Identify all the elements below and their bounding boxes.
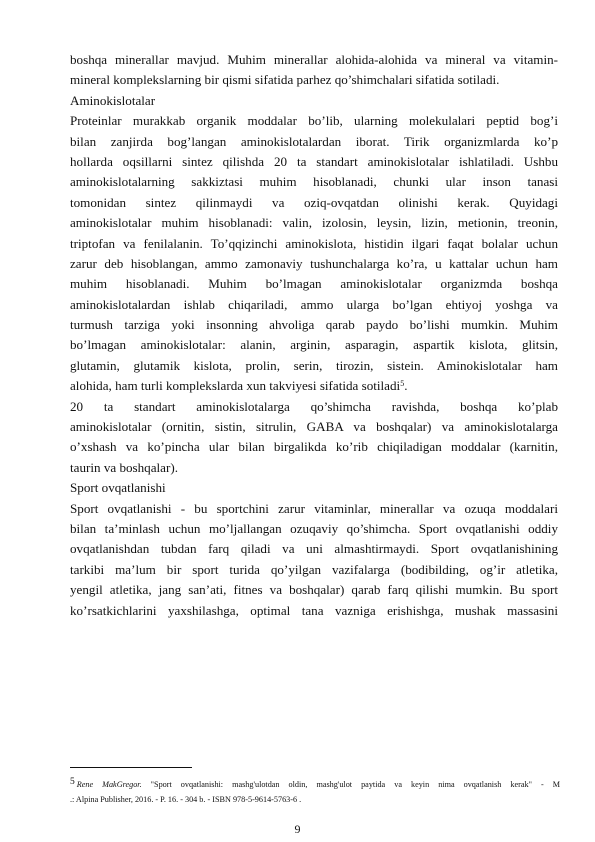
text-line-content: aminokislotalarning sakkiztasi muhim hisoblanadi, chunki ular inson tanasi [70, 174, 558, 190]
text-line [70, 437, 558, 457]
text-line [70, 356, 558, 376]
text-line [70, 580, 558, 600]
text-line-content: bilan zanjirda bog’langan aminokislotalardan iborat. Tirik organizmlarda ko’p [70, 133, 558, 149]
text-line-content: aminokislotalardan ishlab chiqariladi, ammo ularga bo’lgan ehtiyoj yoshga va [70, 296, 558, 312]
text-line [70, 417, 558, 437]
text-line [70, 499, 558, 519]
text-line [70, 335, 558, 355]
text-line-content: bilan ta’minlash uchun mo’ljallangan ozuqaviy qo’shimcha. Sport ovqatlanishi oddiy [70, 520, 558, 536]
text-line [70, 376, 558, 396]
text-line-content: muhim hisoblanadi. Muhim bo’lmagan aminokislotalar organizmda boshqa [70, 276, 558, 292]
document-body [70, 50, 558, 621]
text-line-content: 20 ta standart aminokislotalarga qo’shimcha ravishda, boshqa ko’plab [70, 398, 558, 414]
text-line [70, 172, 558, 192]
text-line-content: Aminokislotalar [70, 92, 156, 108]
text-line-content: triptofan va fenilalanin. To’qqizinchi aminokislota, histidin ilgari faqat bolalar uchun [70, 235, 558, 251]
text-line [70, 560, 558, 580]
text-line [70, 539, 558, 559]
footnote [70, 775, 560, 807]
text-line-content: aminokislotalar (ornitin, sistin, sitrulin, GABA va boshqalar) va aminokislotalarga [70, 419, 558, 435]
text-line-content: ovqatlanishdan tubdan farq qiladi va uni almashtirmaydi. Sport ovqatlanishining [70, 541, 558, 557]
text-line-content: tarkibi ma’lum bir sport turida qo’yilgan vazifalarga (bodibilding, og’ir atletika, [70, 561, 558, 577]
text-line [70, 315, 558, 335]
text-line-content: turmush tarziga yoki insonning ahvoliga qarab paydo bo’lishi mumkin. Muhim [70, 317, 558, 333]
text-line-content: yengil atletika, jang san’ati, fitnes va boshqalar) qarab farq qilishi mumkin. Bu sport [70, 582, 558, 598]
footnote-line-1 [70, 775, 560, 793]
text-line [70, 70, 558, 90]
text-line-content: boshqa minerallar mavjud. Muhim minerallar alohida-alohida va mineral va vitamin- [70, 52, 558, 67]
text-line-content: mineral komplekslarning bir qismi sifatida parhez qo’shimchalari sifatida sotiladi. [70, 72, 500, 88]
text-line-content: Proteinlar murakkab organik moddalar bo’lib, ularning molekulalari peptid bog’i [70, 113, 558, 129]
text-line [70, 397, 558, 417]
footnote-author: Rene MakGregor. [76, 780, 142, 789]
footnote-line-2: .: Alpina Publisher, 2016. - P. 16. - 304 b. - ISBN 978-5-9614-5763-6 . [70, 794, 302, 804]
text-line [70, 152, 558, 172]
text-line-content: bo’lmagan aminokislotalar: alanin, arginin, asparagin, aspartik kislota, glitsin, [70, 337, 558, 353]
text-line [70, 458, 558, 478]
text-line-content: tomonidan sintez qilinmaydi va oziq-ovqatdan olinishi kerak. Quyidagi [70, 194, 558, 210]
footnote-text-1: "Sport ovqatlanishi: mashg'ulotdan oldin, mashg'ulot paytida va keyin nima ovqatlanish kerak" - M [141, 780, 560, 789]
page-number: 9 [294, 822, 301, 836]
text-line-content: ko’rsatkichlarini yaxshilashga, optimal tana vazniga erishishga, mushak massasini [70, 602, 558, 618]
text-line [70, 91, 558, 111]
text-line [70, 234, 558, 254]
text-line [70, 519, 558, 539]
text-line-content: o’xshash va ko’pincha ular bilan birgalikda ko’rib chiqiladigan moddalar (karnitin, [70, 439, 558, 455]
text-line-content: Sport ovqatlanishi - bu sportchini zarur vitaminlar, minerallar va ozuqa moddalari [70, 500, 558, 516]
text-line-content: hollarda oqsillarni sintez qilishda 20 ta standart aminokislotalar ishlatiladi. Ushbu [70, 153, 558, 169]
text-line [70, 132, 558, 152]
text-line [70, 601, 558, 621]
text-line-content: Sport ovqatlanishi [70, 480, 166, 496]
text-line-content: zarur deb hisoblangan, ammo zamonaviy tushunchalarga ko’ra, u kattalar uchun ham [70, 255, 558, 271]
text-line [70, 478, 558, 498]
text-line [70, 213, 558, 233]
text-line [70, 274, 558, 294]
text-line-content: aminokislotalar muhim hisoblanadi: valin, izolosin, leysin, lizin, metionin, treonin, [70, 215, 558, 231]
text-line-content: taurin va boshqalar). [70, 459, 178, 475]
text-line [70, 50, 558, 70]
footnote-reference: 5 [400, 379, 405, 389]
text-line [70, 111, 558, 131]
text-line-content: glutamin, glutamik kislota, prolin, serin, tirozin, sistein. Aminokislotalar ham [70, 357, 558, 373]
footnote-number: 5 [70, 777, 75, 787]
text-line [70, 295, 558, 315]
text-line-content: alohida, ham turli komplekslarda xun takviyesi sifatida sotiladi [70, 378, 401, 394]
text-line [70, 193, 558, 213]
text-line-punctuation: . [404, 378, 408, 394]
text-line [70, 254, 558, 274]
footnote-separator [70, 767, 192, 768]
